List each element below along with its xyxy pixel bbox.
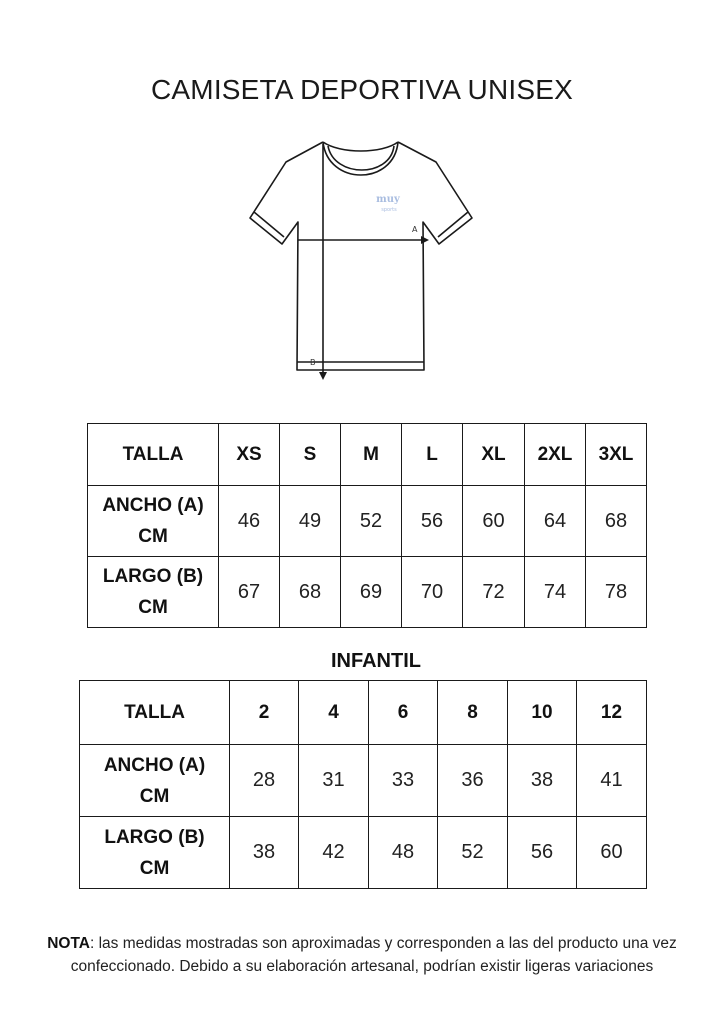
table-cell: 78 xyxy=(586,557,647,628)
label-a: A xyxy=(412,225,418,234)
row-label-line2: CM xyxy=(138,597,168,618)
row-label-line1: ANCHO (A) xyxy=(103,754,206,776)
t-shirt-measurement-diagram xyxy=(240,138,484,386)
table-cell: 46 xyxy=(219,486,280,557)
table-row xyxy=(80,745,647,817)
table-cell: 38 xyxy=(230,817,299,889)
row-label xyxy=(88,486,219,557)
table-cell: 49 xyxy=(280,486,341,557)
brand-logo-sub: sports xyxy=(381,207,397,213)
table-cell: 41 xyxy=(577,745,647,817)
adult-size-table xyxy=(87,423,647,628)
row-label-line2: CM xyxy=(139,857,170,879)
page-title: CAMISETA DEPORTIVA UNISEX xyxy=(151,74,573,105)
row-label xyxy=(80,817,230,889)
row-label-line1: ANCHO (A) xyxy=(102,495,204,516)
row-label xyxy=(88,557,219,628)
table-cell: 52 xyxy=(438,817,508,889)
size-header-cell: L xyxy=(402,424,463,486)
size-header-cell: 3XL xyxy=(586,424,647,486)
note-label: NOTA xyxy=(47,935,90,952)
table-cell: 36 xyxy=(438,745,508,817)
brand-logo-main: muy xyxy=(376,194,400,205)
length-arrow-head xyxy=(319,372,327,380)
kids-section-title: INFANTIL xyxy=(331,650,421,672)
table-cell: 38 xyxy=(508,745,577,817)
size-header-cell: S xyxy=(280,424,341,486)
t-shirt-outline xyxy=(250,142,472,370)
footnote xyxy=(40,932,684,978)
table-header-row xyxy=(80,681,647,745)
table-cell: 56 xyxy=(508,817,577,889)
row-label-line1: LARGO (B) xyxy=(102,566,204,587)
row-label-line2: CM xyxy=(138,526,168,547)
table-cell: 48 xyxy=(369,817,438,889)
size-header-cell: 4 xyxy=(299,681,369,745)
row-label-line2: CM xyxy=(139,785,170,807)
size-header-cell: M xyxy=(341,424,402,486)
width-arrow-head xyxy=(421,236,429,244)
label-b: B xyxy=(310,358,316,367)
size-header-cell: 2 xyxy=(230,681,299,745)
table-cell: 70 xyxy=(402,557,463,628)
table-cell: 31 xyxy=(299,745,369,817)
size-header-cell: 10 xyxy=(508,681,577,745)
table-cell: 68 xyxy=(586,486,647,557)
table-cell: 56 xyxy=(402,486,463,557)
row-label xyxy=(80,745,230,817)
note-text: : las medidas mostradas son aproximadas y corresponden a las del producto una vez confeccionado. Debido a su elaboración artesanal, podrían existir ligeras variaciones xyxy=(70,935,677,975)
table-cell: 33 xyxy=(369,745,438,817)
table-cell: 60 xyxy=(463,486,525,557)
table-cell: 42 xyxy=(299,817,369,889)
row-label-line1: LARGO (B) xyxy=(104,826,205,848)
size-header-cell: 12 xyxy=(577,681,647,745)
size-header-cell: XL xyxy=(463,424,525,486)
size-header-cell: XS xyxy=(219,424,280,486)
table-cell: 69 xyxy=(341,557,402,628)
size-header-cell: 6 xyxy=(369,681,438,745)
table-cell: 52 xyxy=(341,486,402,557)
table-row xyxy=(88,486,647,557)
table-cell: 67 xyxy=(219,557,280,628)
table-cell: 60 xyxy=(577,817,647,889)
table-cell: 68 xyxy=(280,557,341,628)
size-header-label: TALLA xyxy=(80,681,230,745)
table-cell: 64 xyxy=(525,486,586,557)
table-cell: 72 xyxy=(463,557,525,628)
size-header-label: TALLA xyxy=(88,424,219,486)
table-row xyxy=(80,817,647,889)
kids-size-table xyxy=(79,680,647,889)
table-header-row xyxy=(88,424,647,486)
size-header-cell: 2XL xyxy=(525,424,586,486)
table-cell: 74 xyxy=(525,557,586,628)
size-header-cell: 8 xyxy=(438,681,508,745)
table-cell: 28 xyxy=(230,745,299,817)
table-row xyxy=(88,557,647,628)
